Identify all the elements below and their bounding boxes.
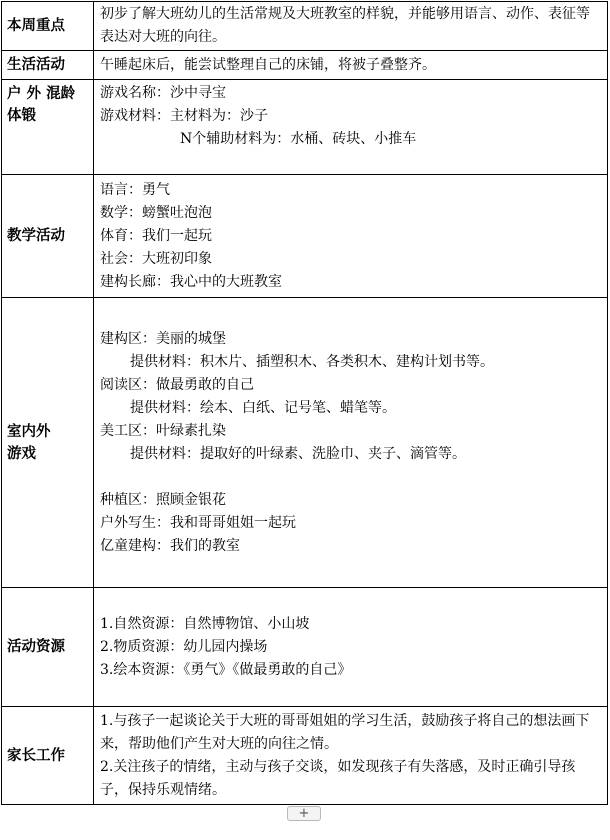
row-outdoor-exercise: [2, 80, 608, 175]
row-life-activities: [2, 51, 608, 80]
text-line: 1.自然资源：自然博物馆、小山坡: [100, 615, 310, 632]
content-parent-work[interactable]: [94, 707, 608, 805]
text-line: 提供材料：提取好的叶绿素、洗脸巾、夹子、滴管等。: [130, 445, 466, 462]
text-line: 亿童建构：我们的教室: [100, 537, 240, 554]
text-line: 户外写生：我和哥哥姐姐一起玩: [100, 514, 296, 531]
text-line: 语言：勇气: [100, 181, 170, 198]
text-line: 阅读区：做最勇敢的自己: [100, 376, 254, 393]
weekly-plan-table: [1, 1, 608, 805]
content-activity-resources[interactable]: [94, 588, 608, 707]
text-line: 体育：我们一起玩: [100, 227, 212, 244]
text-line: 建构区：美丽的城堡: [100, 330, 226, 347]
text-line: 提供材料：绘本、白纸、记号笔、蜡笔等。: [130, 399, 396, 416]
content-life-activities[interactable]: [94, 51, 608, 80]
content-teaching-activities[interactable]: [94, 175, 608, 298]
label-indoor-outdoor-games: [2, 298, 94, 588]
add-row-button[interactable]: +: [287, 806, 321, 821]
text-line: N个辅助材料为：水桶、砖块、小推车: [180, 131, 417, 147]
text-line: 游戏名称：沙中寻宝: [100, 85, 226, 101]
text-line: 美工区：叶绿素扎染: [100, 422, 226, 439]
label-line: 体锻: [7, 108, 36, 124]
text-line: 游戏材料：主材料为：沙子: [100, 108, 268, 124]
text-line: 1.与孩子一起谈论关于大班的哥哥姐姐的学习生活，鼓励孩子将自己的想法画下来，帮助他们产生对大班的向往之情。: [100, 712, 590, 752]
text-line: 种植区：照顾金银花: [100, 491, 226, 508]
blank-line: [100, 466, 603, 489]
content-indoor-outdoor-games[interactable]: [94, 298, 608, 588]
text-line: 提供材料：积木片、插塑积木、各类积木、建构计划书等。: [130, 353, 494, 370]
label-parent-work: 家长工作: [2, 707, 94, 805]
label-teaching-activities: 教学活动: [2, 175, 94, 298]
row-weekly-focus: [2, 2, 608, 51]
label-line: 户 外 混龄: [7, 86, 76, 102]
row-indoor-outdoor-games: [2, 298, 608, 588]
row-parent-work: [2, 707, 608, 805]
label-line: 室内外: [7, 423, 51, 440]
text-line: 3.绘本资源：《勇气》《做最勇敢的自己》: [100, 661, 352, 678]
label-outdoor-exercise: [2, 80, 94, 175]
content-weekly-focus[interactable]: [94, 2, 608, 51]
text-line: 2.关注孩子的情绪，主动与孩子交谈，如发现孩子有失落感，及时正确引导孩子，保持乐观情绪。: [100, 758, 576, 798]
text-line: 初步了解大班幼儿的生活常规及大班教室的样貌，并能够用语言、动作、表征等表达对大班的向往。: [100, 6, 590, 45]
row-activity-resources: [2, 588, 608, 707]
content-outdoor-exercise[interactable]: [94, 80, 608, 175]
text-line: 建构长廊：我心中的大班教室: [100, 273, 282, 290]
text-line: 2.物质资源：幼儿园内操场: [100, 638, 268, 655]
label-activity-resources: 活动资源: [2, 588, 94, 707]
text-line: 社会：大班初印象: [100, 250, 212, 267]
row-teaching-activities: [2, 175, 608, 298]
label-line: 游戏: [7, 445, 36, 462]
label-weekly-focus: 本周重点: [2, 2, 94, 51]
text-line: 数学：螃蟹吐泡泡: [100, 204, 212, 221]
label-life-activities: 生活活动: [2, 51, 94, 80]
text-line: 午睡起床后，能尝试整理自己的床铺，将被子叠整齐。: [100, 56, 436, 73]
